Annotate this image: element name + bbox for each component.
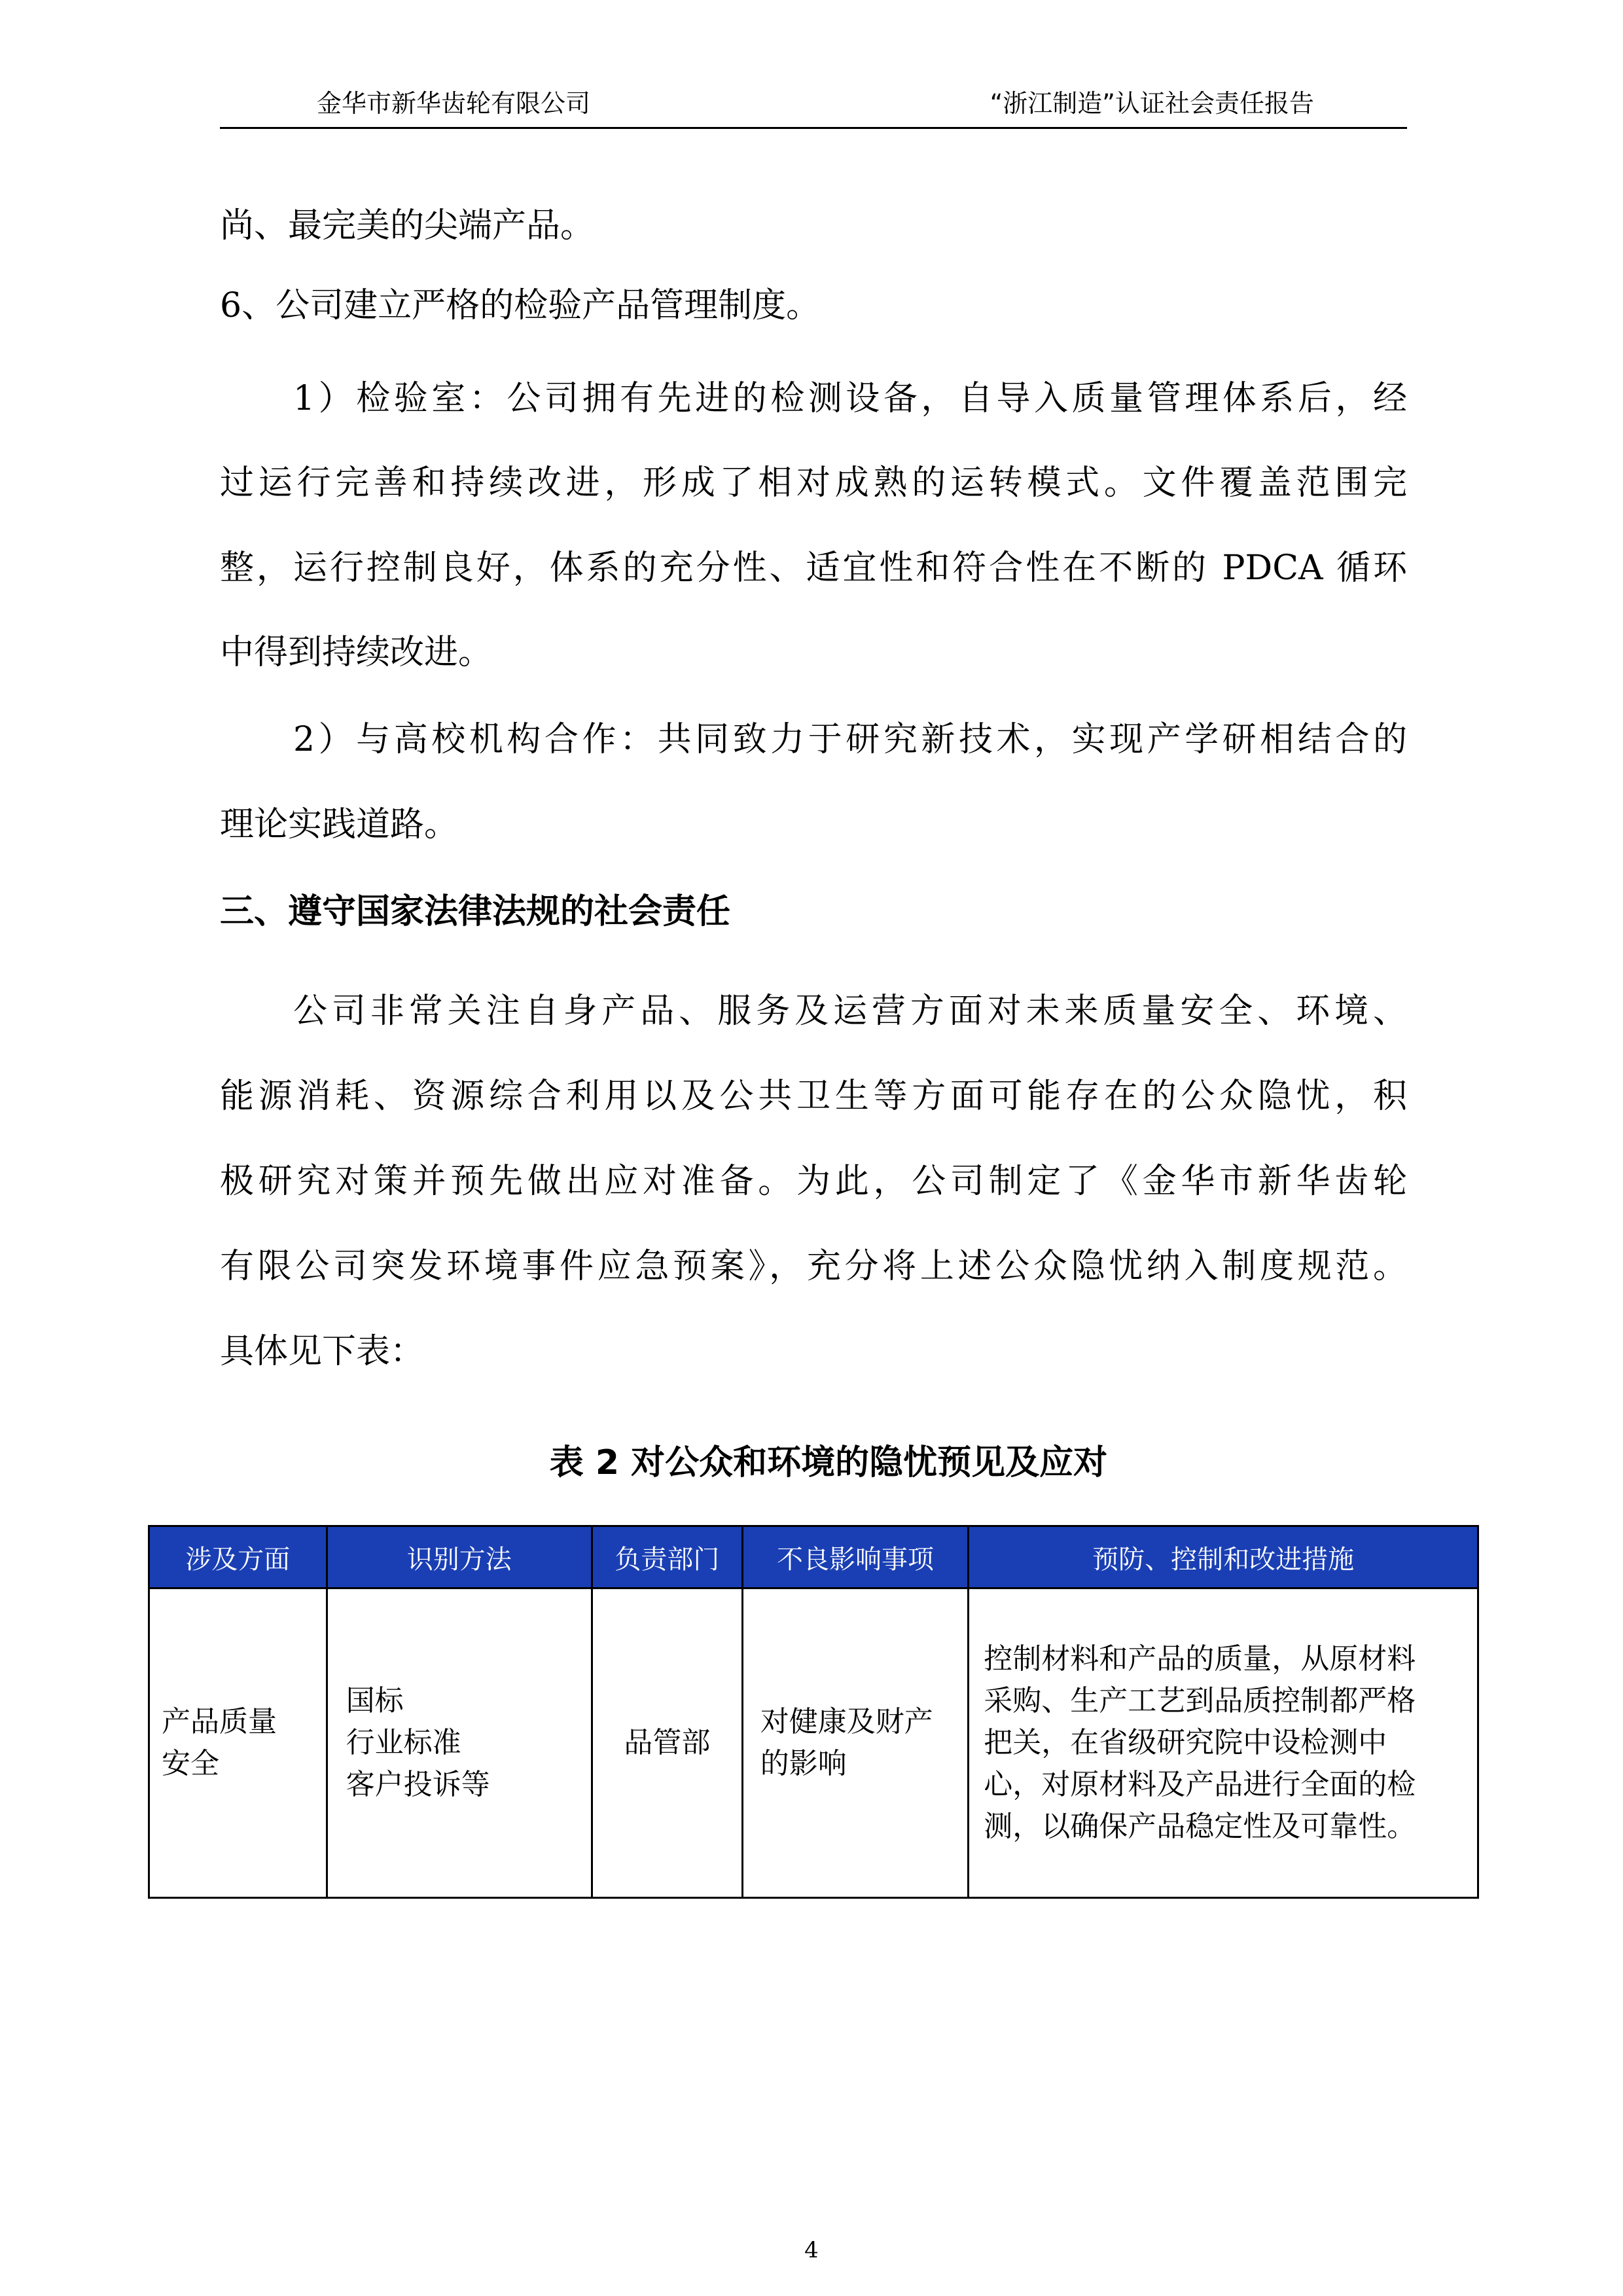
header-method: 识别方法 xyxy=(327,1526,592,1588)
cell-measures: 控制材料和产品的质量，从原材料 采购、生产工艺到品质控制都严格 把关，在省级研究院中设检测中 心，对原材料及产品进行全面的检 测，以确保产品稳定性及可靠性。 xyxy=(969,1588,1478,1898)
risk-table xyxy=(148,1525,1479,1899)
cell-dept: 品管部 xyxy=(592,1588,743,1898)
body-line-1: 尚、最完美的尖端产品。 xyxy=(220,206,595,245)
header-report-title: “浙江制造”认证社会责任报告 xyxy=(990,89,1314,118)
body-line-13: 具体见下表： xyxy=(220,1332,425,1371)
body-line-4: 过运行完善和持续改进，形成了相对成熟的运转模式。文件覆盖范围完 xyxy=(220,463,1407,503)
table-row xyxy=(149,1588,1478,1898)
page-number: 4 xyxy=(804,2237,819,2263)
page-header xyxy=(220,84,1407,129)
header-aspect: 涉及方面 xyxy=(149,1526,327,1588)
body-line-8: 理论实践道路。 xyxy=(220,805,459,844)
body-line-5: 整，运行控制良好，体系的充分性、适宜性和符合性在不断的 PDCA 循环 xyxy=(220,548,1407,588)
section-heading: 三、遵守国家法律法规的社会责任 xyxy=(220,892,731,931)
header-dept: 负责部门 xyxy=(592,1526,743,1588)
cell-method: 国标 行业标准 客户投诉等 xyxy=(327,1588,592,1898)
body-line-10: 能源消耗、资源综合利用以及公共卫生等方面可能存在的公众隐忧，积 xyxy=(220,1077,1407,1116)
header-company: 金华市新华齿轮有限公司 xyxy=(317,89,591,118)
table-caption: 表 2 对公众和环境的隐忧预见及应对 xyxy=(549,1443,1108,1482)
header-impact: 不良影响事项 xyxy=(742,1526,969,1588)
body-line-2: 6、公司建立严格的检验产品管理制度。 xyxy=(220,286,821,325)
body-line-7: 2）与高校机构合作：共同致力于研究新技术，实现产学研相结合的 xyxy=(293,720,1407,759)
body-line-6: 中得到持续改进。 xyxy=(220,633,493,672)
body-line-11: 极研究对策并预先做出应对准备。为此，公司制定了《金华市新华齿轮 xyxy=(220,1162,1407,1201)
body-line-12: 有限公司突发环境事件应急预案》，充分将上述公众隐忧纳入制度规范。 xyxy=(220,1247,1407,1286)
cell-impact: 对健康及财产 的影响 xyxy=(742,1588,969,1898)
header-measures: 预防、控制和改进措施 xyxy=(969,1526,1478,1588)
body-line-9: 公司非常关注自身产品、服务及运营方面对未来质量安全、环境、 xyxy=(293,992,1407,1031)
table-header-row xyxy=(149,1526,1478,1588)
cell-aspect: 产品质量 安全 xyxy=(149,1588,327,1898)
body-line-3: 1）检验室：公司拥有先进的检测设备，自导入质量管理体系后，经 xyxy=(293,379,1407,418)
